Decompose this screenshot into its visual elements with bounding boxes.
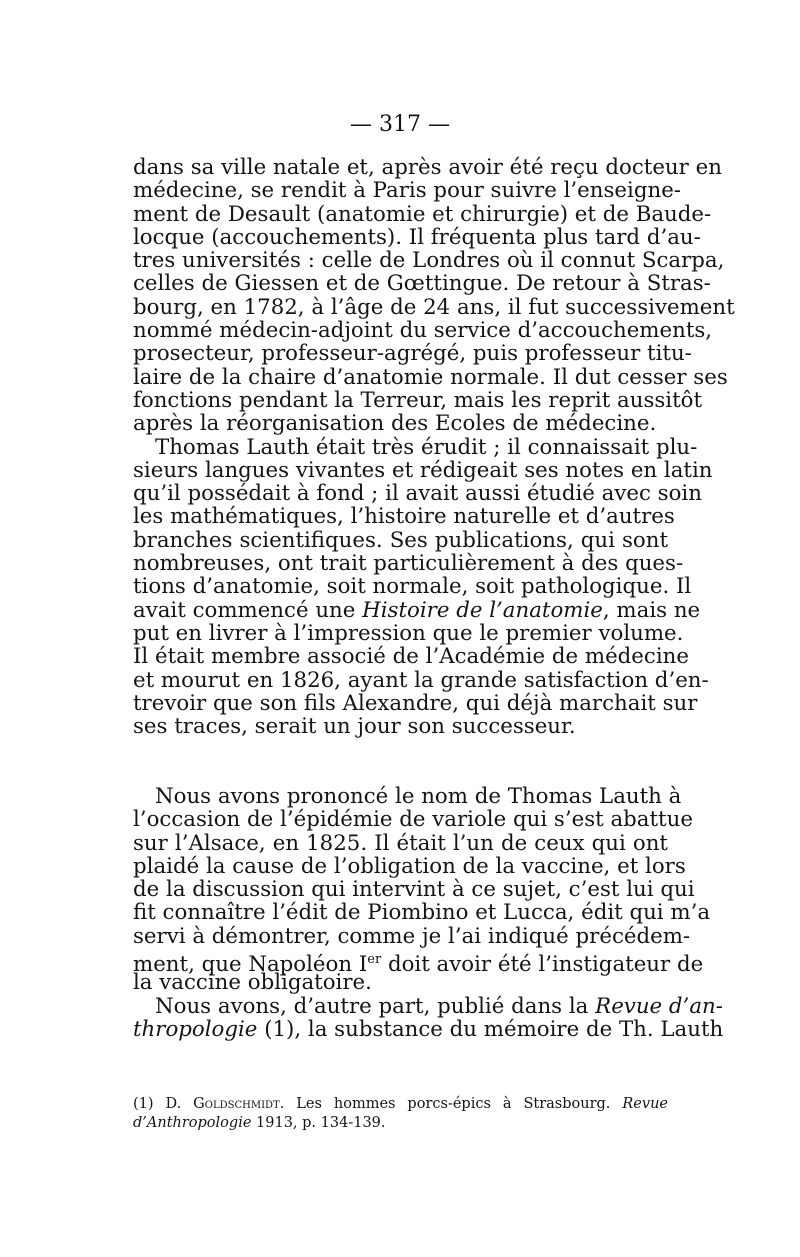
text-line: médecine, se rendit à Paris pour suivre l’enseigne- bbox=[133, 178, 681, 204]
text-fragment: avait commencé une bbox=[133, 597, 363, 623]
text-line: tres universités : celle de Londres où il connut Scarpa, bbox=[133, 248, 725, 274]
text-line: la vaccine obligatoire. bbox=[133, 970, 372, 996]
text-fragment: doit avoir été l’instigateur de bbox=[381, 952, 704, 978]
text-line: après la réorganisation des Ecoles de médecine. bbox=[133, 411, 657, 437]
text-line: tions d’anatomie, soit normale, soit pathologique. Il bbox=[133, 574, 692, 600]
text-line: nombreuses, ont trait particulièrement à des ques- bbox=[133, 551, 684, 577]
text-line: celles de Giessen et de Gœttingue. De retour à Stras- bbox=[133, 271, 711, 297]
text-line: trevoir que son fils Alexandre, qui déjà marchait sur bbox=[133, 690, 698, 716]
text-line bbox=[133, 1016, 724, 1042]
text-line bbox=[133, 948, 704, 978]
text-line: sur l’Alsace, en 1825. Il était l’un de ceux qui ont bbox=[133, 830, 668, 856]
paragraph bbox=[133, 784, 711, 996]
footnote-line bbox=[133, 1114, 668, 1133]
main-text-upper bbox=[133, 155, 735, 740]
superscript: er bbox=[367, 952, 382, 968]
footnote-journal: Revue bbox=[622, 1096, 668, 1112]
text-line: locque (accouchements). Il fréquenta plus tard d’au- bbox=[133, 224, 701, 250]
text-fragment: Nous avons, d’autre part, publié dans la bbox=[155, 993, 596, 1019]
footnote-text: . Les hommes porcs-épics à Strasbourg. bbox=[279, 1096, 623, 1112]
text-line bbox=[133, 597, 701, 623]
journal-title: thropologie bbox=[133, 1016, 258, 1042]
paragraph bbox=[133, 155, 735, 437]
text-line: qu’il possédait à fond ; il avait aussi étudié avec soin bbox=[133, 481, 702, 507]
text-line: les mathématiques, l’histoire naturelle et d’autres bbox=[133, 504, 675, 530]
footnote-journal: d’Anthropologie bbox=[133, 1114, 252, 1131]
text-line: plaidé la cause de l’obligation de la vaccine, et lors bbox=[133, 853, 686, 879]
text-fragment: , mais ne bbox=[602, 597, 701, 623]
footnote bbox=[133, 1095, 668, 1132]
text-line: nommé médecin-adjoint du service d’accouchements, bbox=[133, 318, 713, 344]
text-line: fit connaître l’édit de Piombino et Lucca, édit qui m’a bbox=[133, 900, 711, 926]
main-text-lower bbox=[133, 784, 724, 1042]
paragraph bbox=[133, 993, 724, 1042]
journal-title: Revue d’an- bbox=[595, 993, 723, 1019]
footnote-citation: 1913, p. 134-139. bbox=[251, 1114, 386, 1131]
footnote-marker: (1) D. bbox=[133, 1096, 194, 1112]
text-line: fonctions pendant la Terreur, mais les reprit aussitôt bbox=[133, 387, 703, 413]
text-line: l’occasion de l’épidémie de variole qui s’est abattue bbox=[133, 807, 693, 833]
text-line: Nous avons prononcé le nom de Thomas Lauth à bbox=[155, 784, 682, 809]
page-number: — 317 — bbox=[350, 112, 450, 137]
text-line: dans sa ville natale et, après avoir été reçu docteur en bbox=[133, 155, 722, 180]
book-title: Histoire de l’anatomie bbox=[362, 597, 603, 623]
text-line bbox=[133, 993, 723, 1019]
text-line: Thomas Lauth était très érudit ; il connaissait plu- bbox=[155, 434, 698, 460]
text-fragment: ment, que Napoléon I bbox=[133, 952, 368, 978]
text-line: bourg, en 1782, à l’âge de 24 ans, il fut successivement bbox=[133, 294, 735, 320]
footnote-author: Goldschmidt bbox=[193, 1096, 280, 1112]
text-line: sieurs langues vivantes et rédigeait ses notes en latin bbox=[133, 457, 713, 483]
paragraph bbox=[133, 434, 713, 740]
text-line: ment de Desault (anatomie et chirurgie) et de Baude- bbox=[133, 201, 712, 227]
text-line: et mourut en 1826, ayant la grande satisfaction d’en- bbox=[133, 667, 709, 693]
text-line: Il était membre associé de l’Académie de médecine bbox=[133, 644, 689, 670]
text-line: ses traces, serait un jour son successeur. bbox=[133, 714, 576, 740]
text-line: laire de la chaire d’anatomie normale. Il dut cesser ses bbox=[133, 364, 728, 390]
text-line: servi à démontrer, comme je l’ai indiqué précédem- bbox=[133, 923, 691, 949]
text-line: branches scientifiques. Ses publications, qui sont bbox=[133, 527, 668, 553]
footnote-line bbox=[133, 1095, 668, 1114]
text-line: put en livrer à l’impression que le premier volume. bbox=[133, 620, 684, 646]
text-fragment: (1), la substance du mémoire de Th. Lauth bbox=[257, 1016, 724, 1042]
text-line: de la discussion qui intervint à ce sujet, c’est lui qui bbox=[133, 877, 695, 903]
text-line: prosecteur, professeur-agrégé, puis professeur titu- bbox=[133, 341, 692, 367]
